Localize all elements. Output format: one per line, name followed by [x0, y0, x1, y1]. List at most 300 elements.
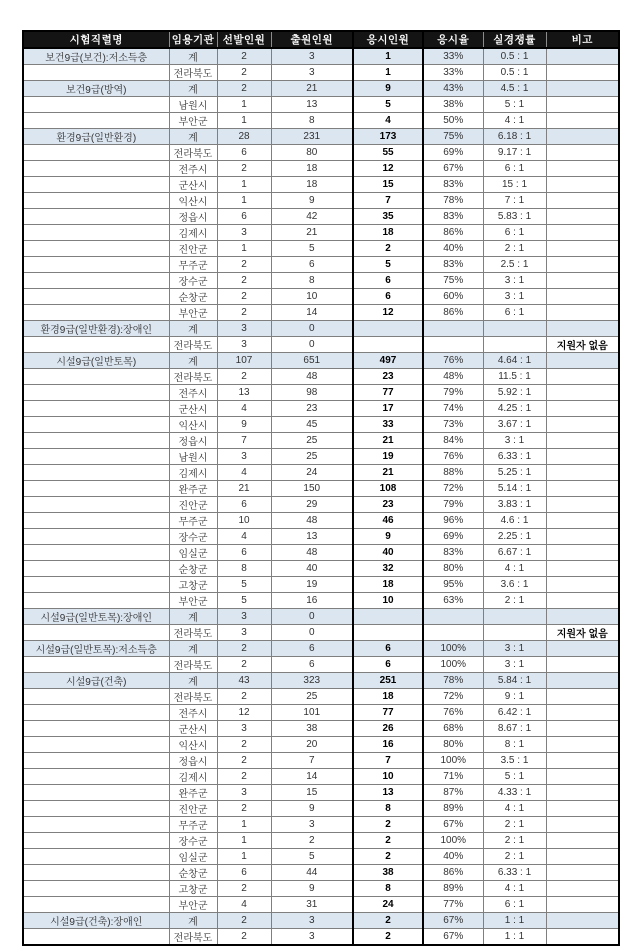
- cell-selected-count: 107: [217, 353, 271, 369]
- table-row: [23, 481, 619, 497]
- cell-agency: 완주군: [169, 481, 217, 497]
- cell-note: [546, 753, 619, 769]
- cell-selected-count: 6: [217, 497, 271, 513]
- cell-note: [546, 561, 619, 577]
- cell-applicant-count: 19: [271, 577, 353, 593]
- cell-series-name: [23, 769, 169, 785]
- cell-attendance-rate: 60%: [423, 289, 483, 305]
- cell-note: [546, 465, 619, 481]
- cell-note: [546, 497, 619, 513]
- cell-note: [546, 289, 619, 305]
- cell-attendance-rate: 83%: [423, 209, 483, 225]
- cell-attendance-rate: [423, 337, 483, 353]
- cell-note: [546, 785, 619, 801]
- cell-agency: 계: [169, 48, 217, 65]
- cell-agency: 정읍시: [169, 209, 217, 225]
- cell-examinee-count: 2: [353, 849, 423, 865]
- cell-selected-count: 2: [217, 641, 271, 657]
- table-row: [23, 833, 619, 849]
- cell-competition-ratio: 6.33 : 1: [483, 449, 546, 465]
- cell-competition-ratio: 4.25 : 1: [483, 401, 546, 417]
- cell-agency: 부안군: [169, 113, 217, 129]
- cell-competition-ratio: 4.5 : 1: [483, 81, 546, 97]
- cell-agency: 익산시: [169, 737, 217, 753]
- cell-attendance-rate: 72%: [423, 481, 483, 497]
- cell-series-name: [23, 369, 169, 385]
- cell-applicant-count: 21: [271, 225, 353, 241]
- cell-agency: 계: [169, 609, 217, 625]
- cell-agency: 전주시: [169, 705, 217, 721]
- cell-examinee-count: 19: [353, 449, 423, 465]
- cell-series-name: [23, 865, 169, 881]
- cell-competition-ratio: 5.25 : 1: [483, 465, 546, 481]
- cell-attendance-rate: 72%: [423, 689, 483, 705]
- cell-selected-count: 12: [217, 705, 271, 721]
- cell-series-name: [23, 785, 169, 801]
- cell-applicant-count: 21: [271, 81, 353, 97]
- cell-series-name: [23, 337, 169, 353]
- cell-examinee-count: 1: [353, 65, 423, 81]
- table-row: [23, 785, 619, 801]
- table-row: [23, 289, 619, 305]
- cell-attendance-rate: [423, 321, 483, 337]
- cell-attendance-rate: 76%: [423, 705, 483, 721]
- cell-examinee-count: 8: [353, 881, 423, 897]
- cell-selected-count: 6: [217, 145, 271, 161]
- cell-attendance-rate: 89%: [423, 881, 483, 897]
- cell-series-name: [23, 513, 169, 529]
- cell-attendance-rate: 40%: [423, 241, 483, 257]
- cell-examinee-count: 2: [353, 833, 423, 849]
- cell-examinee-count: 2: [353, 929, 423, 946]
- cell-applicant-count: 29: [271, 497, 353, 513]
- table-row: [23, 769, 619, 785]
- cell-selected-count: 1: [217, 849, 271, 865]
- cell-examinee-count: 21: [353, 433, 423, 449]
- cell-examinee-count: 12: [353, 305, 423, 321]
- cell-series-name: [23, 817, 169, 833]
- cell-series-name: [23, 689, 169, 705]
- cell-selected-count: 2: [217, 913, 271, 929]
- cell-agency: 익산시: [169, 417, 217, 433]
- cell-attendance-rate: 76%: [423, 449, 483, 465]
- cell-competition-ratio: 15 : 1: [483, 177, 546, 193]
- cell-note: [546, 449, 619, 465]
- cell-selected-count: 2: [217, 257, 271, 273]
- cell-attendance-rate: 69%: [423, 529, 483, 545]
- column-header-series: 시험직렬명: [23, 31, 169, 48]
- cell-selected-count: 3: [217, 609, 271, 625]
- cell-applicant-count: 40: [271, 561, 353, 577]
- table-row: [23, 561, 619, 577]
- table-row: [23, 689, 619, 705]
- cell-selected-count: 43: [217, 673, 271, 689]
- cell-agency: 계: [169, 321, 217, 337]
- cell-note: [546, 273, 619, 289]
- cell-competition-ratio: 9 : 1: [483, 689, 546, 705]
- cell-agency: 군산시: [169, 721, 217, 737]
- cell-examinee-count: 32: [353, 561, 423, 577]
- cell-applicant-count: 48: [271, 513, 353, 529]
- cell-competition-ratio: 3 : 1: [483, 657, 546, 673]
- cell-applicant-count: 3: [271, 48, 353, 65]
- cell-agency: 남원시: [169, 449, 217, 465]
- cell-competition-ratio: 2 : 1: [483, 593, 546, 609]
- cell-selected-count: 3: [217, 785, 271, 801]
- cell-applicant-count: 9: [271, 193, 353, 209]
- cell-agency: 전라북도: [169, 337, 217, 353]
- cell-note: [546, 48, 619, 65]
- cell-agency: 장수군: [169, 529, 217, 545]
- column-header-attendance-rate: 응시율: [423, 31, 483, 48]
- table-row-total: [23, 641, 619, 657]
- cell-examinee-count: 6: [353, 657, 423, 673]
- cell-agency: 전라북도: [169, 689, 217, 705]
- cell-competition-ratio: 8.67 : 1: [483, 721, 546, 737]
- cell-note: [546, 161, 619, 177]
- cell-examinee-count: 55: [353, 145, 423, 161]
- table-row: [23, 865, 619, 881]
- cell-examinee-count: 15: [353, 177, 423, 193]
- cell-attendance-rate: 96%: [423, 513, 483, 529]
- cell-note: [546, 433, 619, 449]
- cell-attendance-rate: 40%: [423, 849, 483, 865]
- cell-competition-ratio: 5.83 : 1: [483, 209, 546, 225]
- table-row: [23, 161, 619, 177]
- cell-examinee-count: 13: [353, 785, 423, 801]
- cell-series-name: [23, 833, 169, 849]
- table-header: [23, 31, 619, 48]
- table-row: [23, 257, 619, 273]
- cell-applicant-count: 0: [271, 337, 353, 353]
- table-row: [23, 385, 619, 401]
- cell-examinee-count: 2: [353, 241, 423, 257]
- cell-attendance-rate: 74%: [423, 401, 483, 417]
- cell-agency: 임실군: [169, 849, 217, 865]
- cell-competition-ratio: 3 : 1: [483, 433, 546, 449]
- cell-examinee-count: 7: [353, 193, 423, 209]
- cell-series-name: 시설9급(일반토목): [23, 353, 169, 369]
- cell-agency: 부안군: [169, 305, 217, 321]
- cell-competition-ratio: 4.64 : 1: [483, 353, 546, 369]
- cell-note: [546, 385, 619, 401]
- cell-attendance-rate: 68%: [423, 721, 483, 737]
- cell-selected-count: 3: [217, 721, 271, 737]
- cell-selected-count: 28: [217, 129, 271, 145]
- cell-selected-count: 2: [217, 769, 271, 785]
- cell-attendance-rate: 50%: [423, 113, 483, 129]
- cell-note: [546, 641, 619, 657]
- cell-note: [546, 673, 619, 689]
- cell-competition-ratio: 5.92 : 1: [483, 385, 546, 401]
- cell-examinee-count: 251: [353, 673, 423, 689]
- cell-applicant-count: 651: [271, 353, 353, 369]
- cell-attendance-rate: 80%: [423, 737, 483, 753]
- cell-series-name: [23, 289, 169, 305]
- table-row: [23, 209, 619, 225]
- cell-selected-count: 2: [217, 737, 271, 753]
- cell-note: [546, 721, 619, 737]
- cell-applicant-count: 45: [271, 417, 353, 433]
- cell-note: [546, 193, 619, 209]
- cell-agency: 부안군: [169, 897, 217, 913]
- cell-series-name: [23, 433, 169, 449]
- cell-series-name: [23, 161, 169, 177]
- cell-applicant-count: 6: [271, 257, 353, 273]
- cell-examinee-count: 18: [353, 689, 423, 705]
- cell-attendance-rate: 83%: [423, 257, 483, 273]
- cell-competition-ratio: 6 : 1: [483, 305, 546, 321]
- table-row: [23, 753, 619, 769]
- table-row: [23, 369, 619, 385]
- cell-series-name: 시설9급(건축): [23, 673, 169, 689]
- table-row: [23, 337, 619, 353]
- cell-series-name: 시설9급(건축):장애인: [23, 913, 169, 929]
- cell-note: [546, 145, 619, 161]
- cell-selected-count: 2: [217, 929, 271, 946]
- cell-attendance-rate: 80%: [423, 561, 483, 577]
- cell-competition-ratio: 3 : 1: [483, 289, 546, 305]
- cell-series-name: [23, 241, 169, 257]
- cell-selected-count: 3: [217, 337, 271, 353]
- table-row: [23, 577, 619, 593]
- cell-note: [546, 177, 619, 193]
- table-row-total: [23, 129, 619, 145]
- cell-agency: 장수군: [169, 273, 217, 289]
- cell-attendance-rate: 78%: [423, 673, 483, 689]
- cell-series-name: [23, 657, 169, 673]
- column-header-agency: 임용기관: [169, 31, 217, 48]
- cell-examinee-count: 9: [353, 81, 423, 97]
- table-body: [23, 48, 619, 945]
- cell-attendance-rate: 86%: [423, 225, 483, 241]
- cell-note: [546, 353, 619, 369]
- cell-examinee-count: 77: [353, 705, 423, 721]
- table-row-total: [23, 81, 619, 97]
- cell-applicant-count: 323: [271, 673, 353, 689]
- cell-competition-ratio: 6.33 : 1: [483, 865, 546, 881]
- cell-agency: 장수군: [169, 833, 217, 849]
- cell-series-name: [23, 385, 169, 401]
- cell-selected-count: 1: [217, 817, 271, 833]
- cell-note: [546, 129, 619, 145]
- cell-agency: 임실군: [169, 545, 217, 561]
- cell-competition-ratio: 0.5 : 1: [483, 48, 546, 65]
- cell-examinee-count: 2: [353, 817, 423, 833]
- cell-series-name: [23, 545, 169, 561]
- cell-agency: 계: [169, 81, 217, 97]
- cell-examinee-count: [353, 321, 423, 337]
- cell-attendance-rate: 67%: [423, 161, 483, 177]
- cell-attendance-rate: 83%: [423, 177, 483, 193]
- cell-selected-count: 4: [217, 529, 271, 545]
- cell-attendance-rate: 78%: [423, 193, 483, 209]
- cell-attendance-rate: 79%: [423, 385, 483, 401]
- cell-agency: 전라북도: [169, 369, 217, 385]
- cell-agency: 군산시: [169, 401, 217, 417]
- cell-examinee-count: 12: [353, 161, 423, 177]
- cell-examinee-count: 77: [353, 385, 423, 401]
- cell-competition-ratio: 6 : 1: [483, 897, 546, 913]
- cell-attendance-rate: 48%: [423, 369, 483, 385]
- cell-series-name: [23, 625, 169, 641]
- cell-attendance-rate: 89%: [423, 801, 483, 817]
- cell-selected-count: 1: [217, 113, 271, 129]
- cell-selected-count: 3: [217, 321, 271, 337]
- table-row: [23, 737, 619, 753]
- table-row: [23, 305, 619, 321]
- cell-selected-count: 2: [217, 289, 271, 305]
- cell-note: [546, 65, 619, 81]
- cell-note: [546, 225, 619, 241]
- cell-note: [546, 849, 619, 865]
- cell-series-name: [23, 753, 169, 769]
- cell-note: [546, 577, 619, 593]
- cell-series-name: [23, 849, 169, 865]
- cell-agency: 계: [169, 129, 217, 145]
- table-row: [23, 465, 619, 481]
- cell-note: [546, 209, 619, 225]
- cell-agency: 진안군: [169, 801, 217, 817]
- cell-selected-count: 2: [217, 273, 271, 289]
- cell-attendance-rate: 76%: [423, 353, 483, 369]
- cell-applicant-count: 231: [271, 129, 353, 145]
- cell-note: [546, 881, 619, 897]
- cell-applicant-count: 25: [271, 689, 353, 705]
- cell-selected-count: 6: [217, 865, 271, 881]
- cell-attendance-rate: 100%: [423, 753, 483, 769]
- cell-agency: 부안군: [169, 593, 217, 609]
- cell-series-name: [23, 257, 169, 273]
- table-row-total: [23, 609, 619, 625]
- table-row: [23, 625, 619, 641]
- table-row-total: [23, 673, 619, 689]
- cell-applicant-count: 48: [271, 545, 353, 561]
- cell-examinee-count: 9: [353, 529, 423, 545]
- cell-note: [546, 609, 619, 625]
- cell-attendance-rate: 95%: [423, 577, 483, 593]
- cell-attendance-rate: 67%: [423, 913, 483, 929]
- table-row: [23, 897, 619, 913]
- cell-note: [546, 81, 619, 97]
- cell-selected-count: 2: [217, 369, 271, 385]
- cell-agency: 전라북도: [169, 657, 217, 673]
- cell-selected-count: 2: [217, 48, 271, 65]
- cell-series-name: [23, 529, 169, 545]
- cell-note: [546, 481, 619, 497]
- cell-attendance-rate: 67%: [423, 817, 483, 833]
- cell-selected-count: 1: [217, 97, 271, 113]
- cell-note: [546, 593, 619, 609]
- cell-examinee-count: 18: [353, 225, 423, 241]
- cell-competition-ratio: 9.17 : 1: [483, 145, 546, 161]
- cell-examinee-count: 8: [353, 801, 423, 817]
- table-row: [23, 401, 619, 417]
- exam-competition-table: [22, 30, 620, 946]
- cell-agency: 김제시: [169, 225, 217, 241]
- cell-selected-count: 1: [217, 177, 271, 193]
- cell-competition-ratio: 4.33 : 1: [483, 785, 546, 801]
- cell-note: [546, 737, 619, 753]
- cell-note: [546, 257, 619, 273]
- cell-applicant-count: 15: [271, 785, 353, 801]
- cell-selected-count: 4: [217, 897, 271, 913]
- cell-note: [546, 689, 619, 705]
- cell-series-name: [23, 929, 169, 946]
- cell-attendance-rate: 77%: [423, 897, 483, 913]
- cell-examinee-count: 5: [353, 97, 423, 113]
- cell-applicant-count: 24: [271, 465, 353, 481]
- cell-competition-ratio: 2 : 1: [483, 833, 546, 849]
- cell-series-name: [23, 97, 169, 113]
- cell-applicant-count: 13: [271, 97, 353, 113]
- table-row: [23, 657, 619, 673]
- cell-attendance-rate: 100%: [423, 833, 483, 849]
- cell-examinee-count: 33: [353, 417, 423, 433]
- table-row: [23, 177, 619, 193]
- cell-attendance-rate: 86%: [423, 865, 483, 881]
- cell-examinee-count: 17: [353, 401, 423, 417]
- table-row: [23, 113, 619, 129]
- table-row-total: [23, 321, 619, 337]
- cell-attendance-rate: 73%: [423, 417, 483, 433]
- table-row: [23, 721, 619, 737]
- cell-competition-ratio: 4 : 1: [483, 561, 546, 577]
- cell-series-name: [23, 273, 169, 289]
- cell-series-name: [23, 417, 169, 433]
- table-row: [23, 273, 619, 289]
- cell-applicant-count: 25: [271, 433, 353, 449]
- cell-applicant-count: 42: [271, 209, 353, 225]
- cell-examinee-count: 6: [353, 273, 423, 289]
- cell-note: [546, 305, 619, 321]
- cell-examinee-count: 40: [353, 545, 423, 561]
- cell-applicant-count: 101: [271, 705, 353, 721]
- cell-competition-ratio: [483, 609, 546, 625]
- cell-competition-ratio: 3 : 1: [483, 641, 546, 657]
- cell-selected-count: 8: [217, 561, 271, 577]
- table-row: [23, 529, 619, 545]
- cell-competition-ratio: 5 : 1: [483, 97, 546, 113]
- cell-selected-count: 2: [217, 881, 271, 897]
- table-row: [23, 433, 619, 449]
- cell-agency: 전라북도: [169, 65, 217, 81]
- table-row: [23, 817, 619, 833]
- cell-selected-count: 4: [217, 465, 271, 481]
- cell-applicant-count: 9: [271, 881, 353, 897]
- cell-attendance-rate: 100%: [423, 641, 483, 657]
- cell-applicant-count: 98: [271, 385, 353, 401]
- cell-note: [546, 801, 619, 817]
- cell-examinee-count: 24: [353, 897, 423, 913]
- column-header-competition-ratio: 실경쟁률: [483, 31, 546, 48]
- column-header-applicants: 출원인원: [271, 31, 353, 48]
- cell-agency: 고창군: [169, 577, 217, 593]
- cell-selected-count: 5: [217, 593, 271, 609]
- cell-competition-ratio: 4 : 1: [483, 113, 546, 129]
- cell-competition-ratio: 2.5 : 1: [483, 257, 546, 273]
- cell-agency: 남원시: [169, 97, 217, 113]
- cell-examinee-count: 23: [353, 369, 423, 385]
- header-row: [23, 31, 619, 48]
- cell-attendance-rate: 43%: [423, 81, 483, 97]
- cell-agency: 익산시: [169, 193, 217, 209]
- column-header-note: 비고: [546, 31, 619, 48]
- cell-examinee-count: 4: [353, 113, 423, 129]
- cell-examinee-count: 5: [353, 257, 423, 273]
- cell-agency: 전주시: [169, 385, 217, 401]
- cell-agency: 무주군: [169, 257, 217, 273]
